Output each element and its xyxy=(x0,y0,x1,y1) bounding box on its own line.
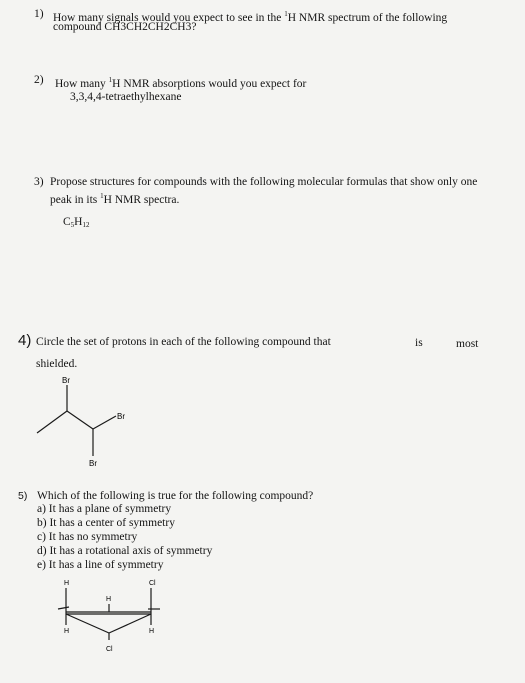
q2-number: 2) xyxy=(34,74,44,86)
q2-line2: 3,3,4,4-tetraethylhexane xyxy=(70,91,182,103)
q5-bond-left-cross xyxy=(58,607,69,609)
q1-text-a: How many signals would you expect to see in the xyxy=(53,12,285,24)
q4-number: 4) xyxy=(18,332,32,349)
q5-option-c: c) It has no symmetry xyxy=(37,531,138,543)
q4-text: Circle the set of protons in each of the following compound that xyxy=(36,336,331,348)
q1-text-b: H NMR spectrum of the following xyxy=(287,12,448,24)
q5-wedge-right xyxy=(109,614,151,633)
q5-cl-top-right: Cl xyxy=(149,580,156,587)
q4-br-bottom: Br xyxy=(89,459,97,468)
q5-wedge-left xyxy=(66,614,109,633)
q2-superscript: 1 xyxy=(108,76,113,84)
q2-text-b: H NMR absorptions would you expect for xyxy=(112,78,307,90)
q1-superscript: 1 xyxy=(284,10,288,18)
q5-option-b: b) It has a center of symmetry xyxy=(37,517,175,529)
formula-c-count: 5 xyxy=(70,221,75,229)
q3-text-a: peak in its xyxy=(50,194,101,206)
q5-option-d: d) It has a rotational axis of symmetry xyxy=(37,545,213,557)
formula-c: C xyxy=(63,216,71,228)
q1-line2: compound CH3CH2CH2CH3? xyxy=(53,21,197,33)
q5-option-e: e) It has a line of symmetry xyxy=(37,559,164,571)
q5-h-bottom-right: H xyxy=(149,628,155,635)
q5-h-bottom-left: H xyxy=(64,628,70,635)
q3-number: 3) xyxy=(34,176,44,188)
q4-word-is: is xyxy=(415,337,423,349)
q5-h-center: H xyxy=(106,596,112,603)
q4-word-most: most xyxy=(456,338,479,350)
q4-br-top: Br xyxy=(62,376,70,385)
q2-text-a: How many xyxy=(55,78,109,90)
formula-h: H xyxy=(74,216,83,228)
q4-br-right: Br xyxy=(117,412,125,421)
q5-cl-bottom: Cl xyxy=(106,646,113,653)
q4-line2: shielded. xyxy=(36,358,78,370)
q5-h-top-left: H xyxy=(64,580,70,587)
q5-option-a: a) It has a plane of symmetry xyxy=(37,503,172,515)
q3-superscript: 1 xyxy=(100,192,104,200)
q5-number: 5) xyxy=(18,490,28,502)
q1-number: 1) xyxy=(34,8,44,20)
q5-text: Which of the following is true for the following compound? xyxy=(37,490,314,502)
formula-h-count: 12 xyxy=(82,221,90,229)
q3-line1: Propose structures for compounds with the following molecular formulas that show only one xyxy=(50,176,478,188)
q3-text-b: H NMR spectra. xyxy=(103,194,180,206)
